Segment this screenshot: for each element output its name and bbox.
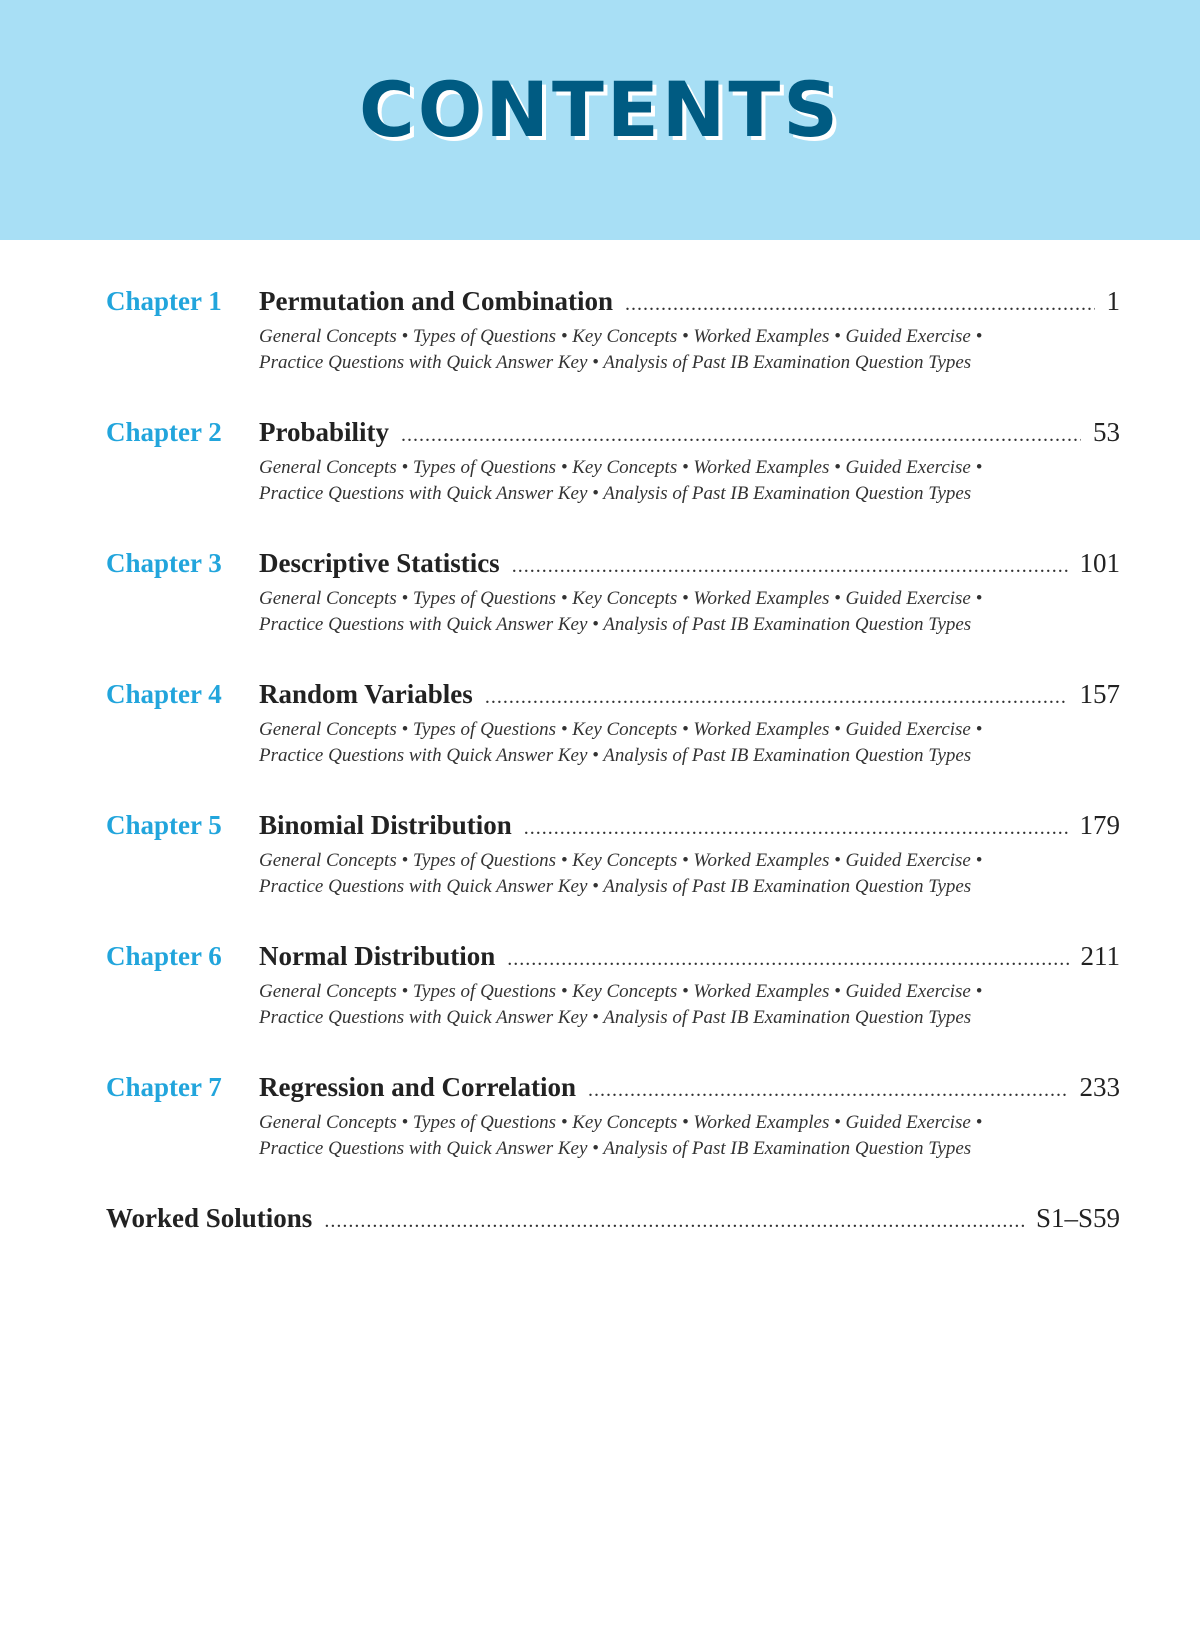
dot-leader [485,681,1068,713]
chapter-label: Chapter 3 [106,548,222,578]
dot-leader [625,288,1094,320]
chapter-details [259,940,1120,1031]
chapter-title-line [259,809,1120,844]
chapter-title: Regression and Correlation [259,1072,576,1102]
toc-entry-chapter-3[interactable] [106,547,1120,678]
topics-line-2: Practice Questions with Quick Answer Key • Analysis of Past IB Examination Question Types [259,352,972,373]
table-of-contents [106,285,1120,1237]
chapter-title: Descriptive Statistics [259,548,500,578]
topics-line-1: General Concepts • Types of Questions • Key Concepts • Worked Examples • Guided Exercise • [259,588,983,609]
chapter-label: Chapter 1 [106,286,222,316]
topics-line-1: General Concepts • Types of Questions • Key Concepts • Worked Examples • Guided Exercise • [259,1112,983,1133]
dot-leader [512,550,1068,582]
page-number: 211 [1080,941,1120,971]
chapter-label: Chapter 2 [106,417,222,447]
chapter-details [259,416,1120,507]
chapter-topics [259,324,1120,376]
topics-line-2: Practice Questions with Quick Answer Key • Analysis of Past IB Examination Question Types [259,1007,972,1028]
toc-entry-chapter-4[interactable] [106,678,1120,809]
worked-solutions-title: Worked Solutions [106,1203,313,1233]
topics-line-1: General Concepts • Types of Questions • Key Concepts • Worked Examples • Guided Exercise • [259,719,983,740]
dot-leader [588,1074,1068,1106]
chapter-title-line [259,940,1120,975]
topics-line-2: Practice Questions with Quick Answer Key • Analysis of Past IB Examination Question Types [259,1138,972,1159]
chapter-title-line [259,678,1120,713]
toc-entry-chapter-5[interactable] [106,809,1120,940]
topics-line-2: Practice Questions with Quick Answer Key • Analysis of Past IB Examination Question Types [259,614,972,635]
dot-leader [324,1205,1024,1237]
chapter-title: Probability [259,417,390,447]
dot-leader [524,812,1068,844]
chapter-title: Permutation and Combination [259,286,614,316]
chapter-label: Chapter 5 [106,810,222,840]
page-number: 157 [1079,679,1120,709]
chapter-title-line [259,1071,1120,1106]
chapter-details [259,809,1120,900]
topics-line-1: General Concepts • Types of Questions • Key Concepts • Worked Examples • Guided Exercise • [259,850,983,871]
page-number: 1 [1106,286,1120,316]
chapter-label: Chapter 4 [106,679,222,709]
dot-leader [507,943,1068,975]
page-number: 53 [1093,417,1120,447]
chapter-topics [259,586,1120,638]
page-title: CONTENTS [359,65,841,154]
chapter-title-line [259,285,1120,320]
toc-entry-chapter-6[interactable] [106,940,1120,1071]
page-number: S1–S59 [1035,1203,1120,1233]
chapter-details [259,547,1120,638]
chapter-title-line [259,416,1120,451]
page-number: 101 [1079,548,1120,578]
chapter-topics [259,717,1120,769]
header-banner [0,0,1200,240]
toc-entry-chapter-2[interactable] [106,416,1120,547]
topics-line-1: General Concepts • Types of Questions • Key Concepts • Worked Examples • Guided Exercise • [259,981,983,1002]
chapter-details [259,285,1120,376]
topics-line-1: General Concepts • Types of Questions • Key Concepts • Worked Examples • Guided Exercise • [259,457,983,478]
chapter-label: Chapter 6 [106,941,222,971]
chapter-topics [259,979,1120,1031]
chapter-details [259,678,1120,769]
topics-line-1: General Concepts • Types of Questions • Key Concepts • Worked Examples • Guided Exercise • [259,326,983,347]
toc-entry-chapter-7[interactable] [106,1071,1120,1202]
chapter-topics [259,848,1120,900]
topics-line-2: Practice Questions with Quick Answer Key • Analysis of Past IB Examination Question Types [259,876,972,897]
chapter-topics [259,455,1120,507]
chapter-label: Chapter 7 [106,1072,222,1102]
topics-line-2: Practice Questions with Quick Answer Key • Analysis of Past IB Examination Question Types [259,745,972,766]
chapter-title: Binomial Distribution [259,810,512,840]
page-number: 233 [1079,1072,1120,1102]
chapter-title: Normal Distribution [259,941,496,971]
dot-leader [401,419,1081,451]
page-number: 179 [1079,810,1120,840]
toc-entry-chapter-1[interactable] [106,285,1120,416]
chapter-title: Random Variables [259,679,473,709]
chapter-details [259,1071,1120,1162]
topics-line-2: Practice Questions with Quick Answer Key • Analysis of Past IB Examination Question Types [259,483,972,504]
chapter-title-line [259,547,1120,582]
chapter-topics [259,1110,1120,1162]
toc-entry-worked-solutions[interactable] [106,1202,1120,1237]
